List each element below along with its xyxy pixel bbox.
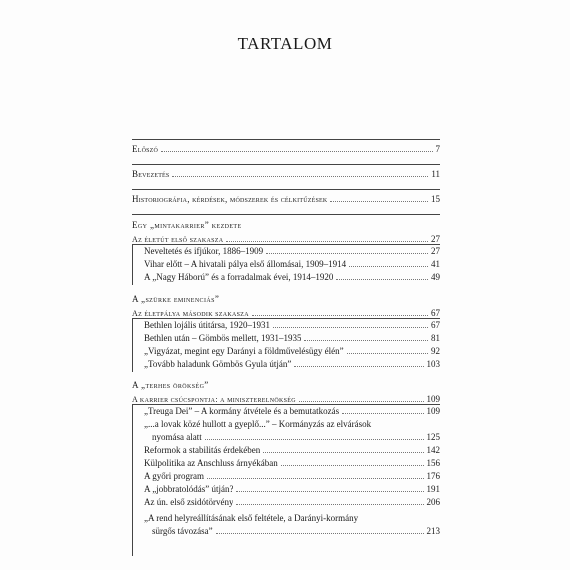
leader-dots xyxy=(349,266,428,267)
subheading-rule xyxy=(132,318,440,319)
toc-entry-page: 142 xyxy=(426,445,440,455)
page-title: TARTALOM xyxy=(237,34,333,53)
toc-entry-page: 27 xyxy=(431,246,440,256)
leader-dots xyxy=(299,401,424,402)
toc-entry-eloszo[interactable] xyxy=(132,144,440,155)
toc-entry-page: 176 xyxy=(426,471,440,481)
toc-entry-page: 103 xyxy=(426,359,440,369)
toc-entry-page: 109 xyxy=(426,406,440,416)
leader-dots xyxy=(281,465,424,466)
toc-entry-title: Reformok a stabilitás érdekében xyxy=(144,445,261,455)
toc-entry[interactable] xyxy=(144,346,440,357)
leader-dots xyxy=(266,253,428,254)
toc-entry-page: 109 xyxy=(426,394,440,404)
toc-entry-title: „Treuga Dei” – A kormány átvétele és a bemutatkozás xyxy=(144,406,340,416)
toc-entry-page: 49 xyxy=(431,272,440,282)
toc-entry-title-line2: nyomása alatt xyxy=(152,432,202,442)
section-rule xyxy=(132,214,440,215)
leader-dots xyxy=(207,478,424,479)
part-heading: A „terhes örökség” xyxy=(132,380,209,390)
toc-entry-page: 67 xyxy=(431,320,440,330)
leader-dots xyxy=(304,340,428,341)
toc-entry[interactable] xyxy=(144,320,440,331)
toc-entry-title: Vihar előtt – A hivatali pálya első állomásai, 1909–1914 xyxy=(144,259,347,269)
toc-entry-page: 15 xyxy=(431,194,440,204)
section-rule xyxy=(132,139,440,140)
toc-entry-historiografia[interactable] xyxy=(132,194,440,205)
leader-dots xyxy=(336,279,428,280)
toc-entry-title: Historiográfia, kérdések, módszerek és célkitűzések xyxy=(132,194,328,204)
toc-entry[interactable] xyxy=(144,359,440,370)
part-heading: A „szürke eminenciás” xyxy=(132,294,220,304)
toc-entry-page: 156 xyxy=(426,458,440,468)
entries-bracket xyxy=(132,318,133,372)
toc-entry[interactable] xyxy=(144,333,440,344)
toc-entry-title: „Vigyázat, megint egy Darányi a földművelésügy élén” xyxy=(144,346,344,356)
toc-entry-page: 191 xyxy=(426,484,440,494)
toc-entry-page: 92 xyxy=(431,346,440,356)
leader-dots xyxy=(330,201,428,202)
toc-entry[interactable] xyxy=(144,272,440,283)
leader-dots xyxy=(236,504,423,505)
toc-subheading-title: Az életút első szakasza xyxy=(132,235,224,244)
toc-subheading-title: A karrier csúcspontja: a miniszterelnökség xyxy=(132,395,296,404)
toc-entry-page: 67 xyxy=(431,308,440,318)
toc-entry-page: 125 xyxy=(426,432,440,442)
toc-entry-title-line1[interactable]: „...a lovak közé hullott a gyeplő...” – Kormányzás az elvárások xyxy=(144,419,372,429)
toc-entry-bevezetes[interactable] xyxy=(132,169,440,180)
toc-entry-title: Bethlen után – Gömbös mellett, 1931–1935 xyxy=(144,333,302,343)
toc-entry[interactable] xyxy=(152,526,440,537)
toc-entry-title: „Tovább haladunk Gömbös Gyula útján” xyxy=(144,359,292,369)
toc-entry-page: 11 xyxy=(431,169,440,179)
entries-bracket xyxy=(132,404,133,556)
toc-entry-title: Külpolitika az Anschluss árnyékában xyxy=(144,458,278,468)
leader-dots xyxy=(263,452,423,453)
toc-entry-page: 206 xyxy=(426,497,440,507)
subheading-rule xyxy=(132,244,440,245)
toc-entry-page: 7 xyxy=(435,144,440,154)
toc-entry[interactable] xyxy=(144,484,440,495)
toc-entry[interactable] xyxy=(144,406,440,417)
leader-dots xyxy=(161,151,432,152)
toc-entry-title: Neveltetés és ifjúkor, 1886–1909 xyxy=(144,246,264,256)
toc-entry-title-line1[interactable]: „A rend helyreállításának első feltétele, a Darányi-kormány xyxy=(144,513,359,523)
leader-dots xyxy=(172,176,428,177)
section-rule xyxy=(132,189,440,190)
toc-entry[interactable] xyxy=(144,246,440,257)
toc-entry[interactable] xyxy=(152,432,440,443)
toc-entry-title: A győri program xyxy=(144,471,204,481)
toc-entry[interactable] xyxy=(144,471,440,482)
toc-entry-title: Bevezetés xyxy=(132,169,170,179)
toc-subheading-title: Az életpálya második szakasza xyxy=(132,309,249,318)
entries-bracket xyxy=(132,244,133,285)
toc-entry-title: Bethlen lojális útitársa, 1920–1931 xyxy=(144,320,270,330)
leader-dots xyxy=(216,533,424,534)
leader-dots xyxy=(252,315,428,316)
leader-dots xyxy=(273,327,428,328)
leader-dots xyxy=(342,413,423,414)
leader-dots xyxy=(347,353,428,354)
toc-entry[interactable] xyxy=(144,497,440,508)
toc-entry[interactable] xyxy=(144,259,440,270)
leader-dots xyxy=(205,439,424,440)
toc-entry[interactable] xyxy=(144,445,440,456)
toc-entry-title: Előszó xyxy=(132,144,159,154)
toc-entry-title: A „jobbratolódás” útján? xyxy=(144,484,234,494)
toc-entry-page: 41 xyxy=(431,259,440,269)
leader-dots xyxy=(226,241,428,242)
toc-entry-page: 213 xyxy=(426,526,440,536)
toc-entry-title: Az ún. első zsidótörvény xyxy=(144,497,234,507)
toc-entry[interactable] xyxy=(144,458,440,469)
part-heading: Egy „mintakarrier” kezdete xyxy=(132,220,242,230)
leader-dots xyxy=(236,491,423,492)
subheading-rule xyxy=(132,404,440,405)
leader-dots xyxy=(294,366,423,367)
toc-entry-page: 81 xyxy=(431,333,440,343)
toc-entry-title: A „Nagy Háború” és a forradalmak évei, 1914–1920 xyxy=(144,272,334,282)
toc-entry-page: 27 xyxy=(431,234,440,244)
section-rule xyxy=(132,164,440,165)
toc-entry-title-line2: sürgős távozása” xyxy=(152,526,213,536)
